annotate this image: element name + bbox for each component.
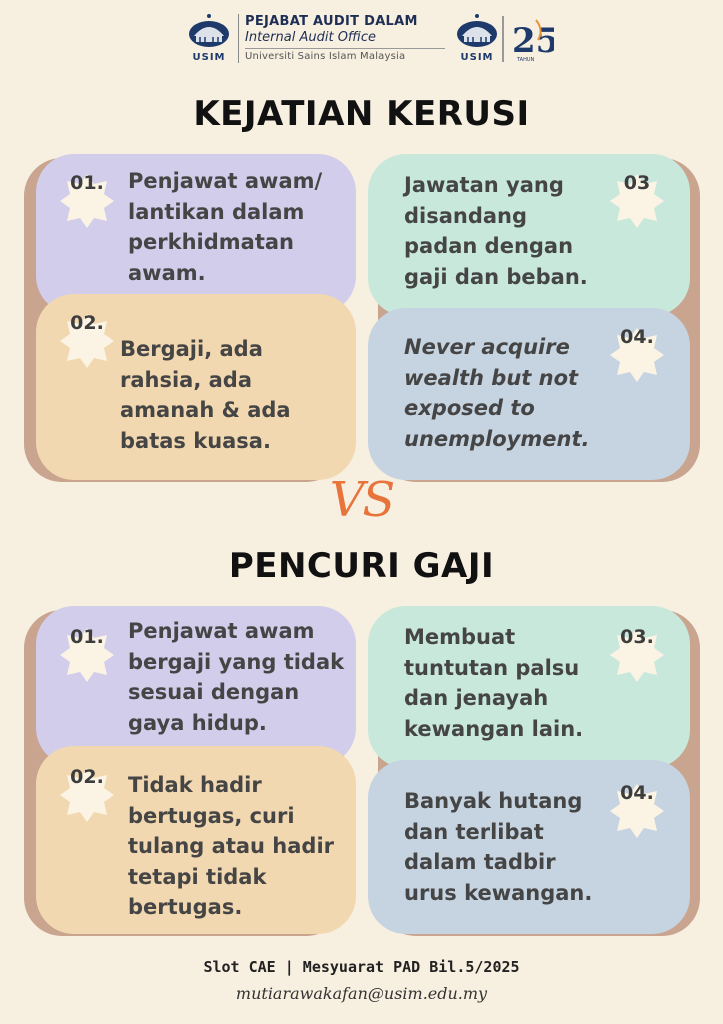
- badge-01: [58, 626, 116, 684]
- card-text: Membuat tuntutan palsu dan jenayah kewangan lain.: [404, 625, 584, 741]
- card-text: Penjawat awam bergaji yang tidak sesuai dengan gaya hidup.: [128, 619, 345, 735]
- card-text: Never acquire wealth but not exposed to unemployment.: [404, 335, 590, 451]
- anniversary-number: 25: [512, 21, 554, 61]
- badge-03: [608, 626, 666, 684]
- card-kejatian-01: [36, 154, 356, 314]
- office-title: PEJABAT AUDIT DALAM: [245, 14, 418, 29]
- card-pencuri-01: [36, 606, 356, 766]
- office-subtitle: Internal Audit Office: [245, 30, 377, 45]
- card-kejatian-03: [368, 154, 690, 316]
- header: [186, 12, 556, 68]
- anniversary-25-logo-icon: [510, 12, 554, 64]
- badge-01: [58, 172, 116, 230]
- badge-04: [608, 326, 666, 384]
- header-divider: [502, 16, 504, 62]
- header-text: [238, 14, 452, 63]
- card-text: Bergaji, ada rahsia, ada amanah & ada batas kuasa.: [120, 337, 291, 453]
- card-pencuri-02: [36, 746, 356, 934]
- badge-02: [58, 312, 116, 370]
- usim-logo-label-2: USIM: [460, 52, 494, 63]
- badge-number: 04.: [620, 782, 654, 804]
- anniversary-word: TAHUN: [517, 57, 535, 63]
- usim-logo-icon: [454, 12, 500, 64]
- badge-02: [58, 766, 116, 824]
- badge-number: 03: [623, 172, 651, 194]
- footer-email: mutiarawakafan@usim.edu.my: [235, 984, 488, 1003]
- badge-number: 02.: [70, 766, 104, 788]
- badge-04: [608, 782, 666, 840]
- badge-number: 03.: [620, 626, 654, 648]
- badge-number: 02.: [70, 312, 104, 334]
- card-pencuri-04: [368, 760, 690, 934]
- card-text: Penjawat awam/ lantikan dalam perkhidmatan awam.: [128, 169, 323, 285]
- vs-label: VS: [329, 472, 394, 528]
- card-kejatian-04: [368, 308, 690, 480]
- usim-logo-icon: [186, 12, 232, 64]
- section-title-pencuri-gaji: PENCURI GAJI: [228, 546, 495, 586]
- badge-number: 04.: [620, 326, 654, 348]
- badge-number: 01.: [70, 172, 104, 194]
- footer-slot-info: Slot CAE | Mesyuarat PAD Bil.5/2025: [203, 958, 520, 976]
- badge-03: [608, 172, 666, 230]
- section-title-kejatian: KEJATIAN KERUSI: [193, 94, 530, 134]
- card-pencuri-03: [368, 606, 690, 768]
- badge-number: 01.: [70, 626, 104, 648]
- card-kejatian-02: [36, 294, 356, 480]
- header-rule: [245, 48, 445, 49]
- university-name: Universiti Sains Islam Malaysia: [245, 51, 406, 62]
- usim-logo-label: USIM: [192, 52, 226, 63]
- card-text: Jawatan yang disandang padan dengan gaji dan beban.: [404, 173, 588, 289]
- card-text: Banyak hutang dan terlibat dalam tadbir urus kewangan.: [404, 789, 593, 905]
- card-text: Tidak hadir bertugas, curi tulang atau hadir tetapi tidak bertugas.: [128, 773, 335, 919]
